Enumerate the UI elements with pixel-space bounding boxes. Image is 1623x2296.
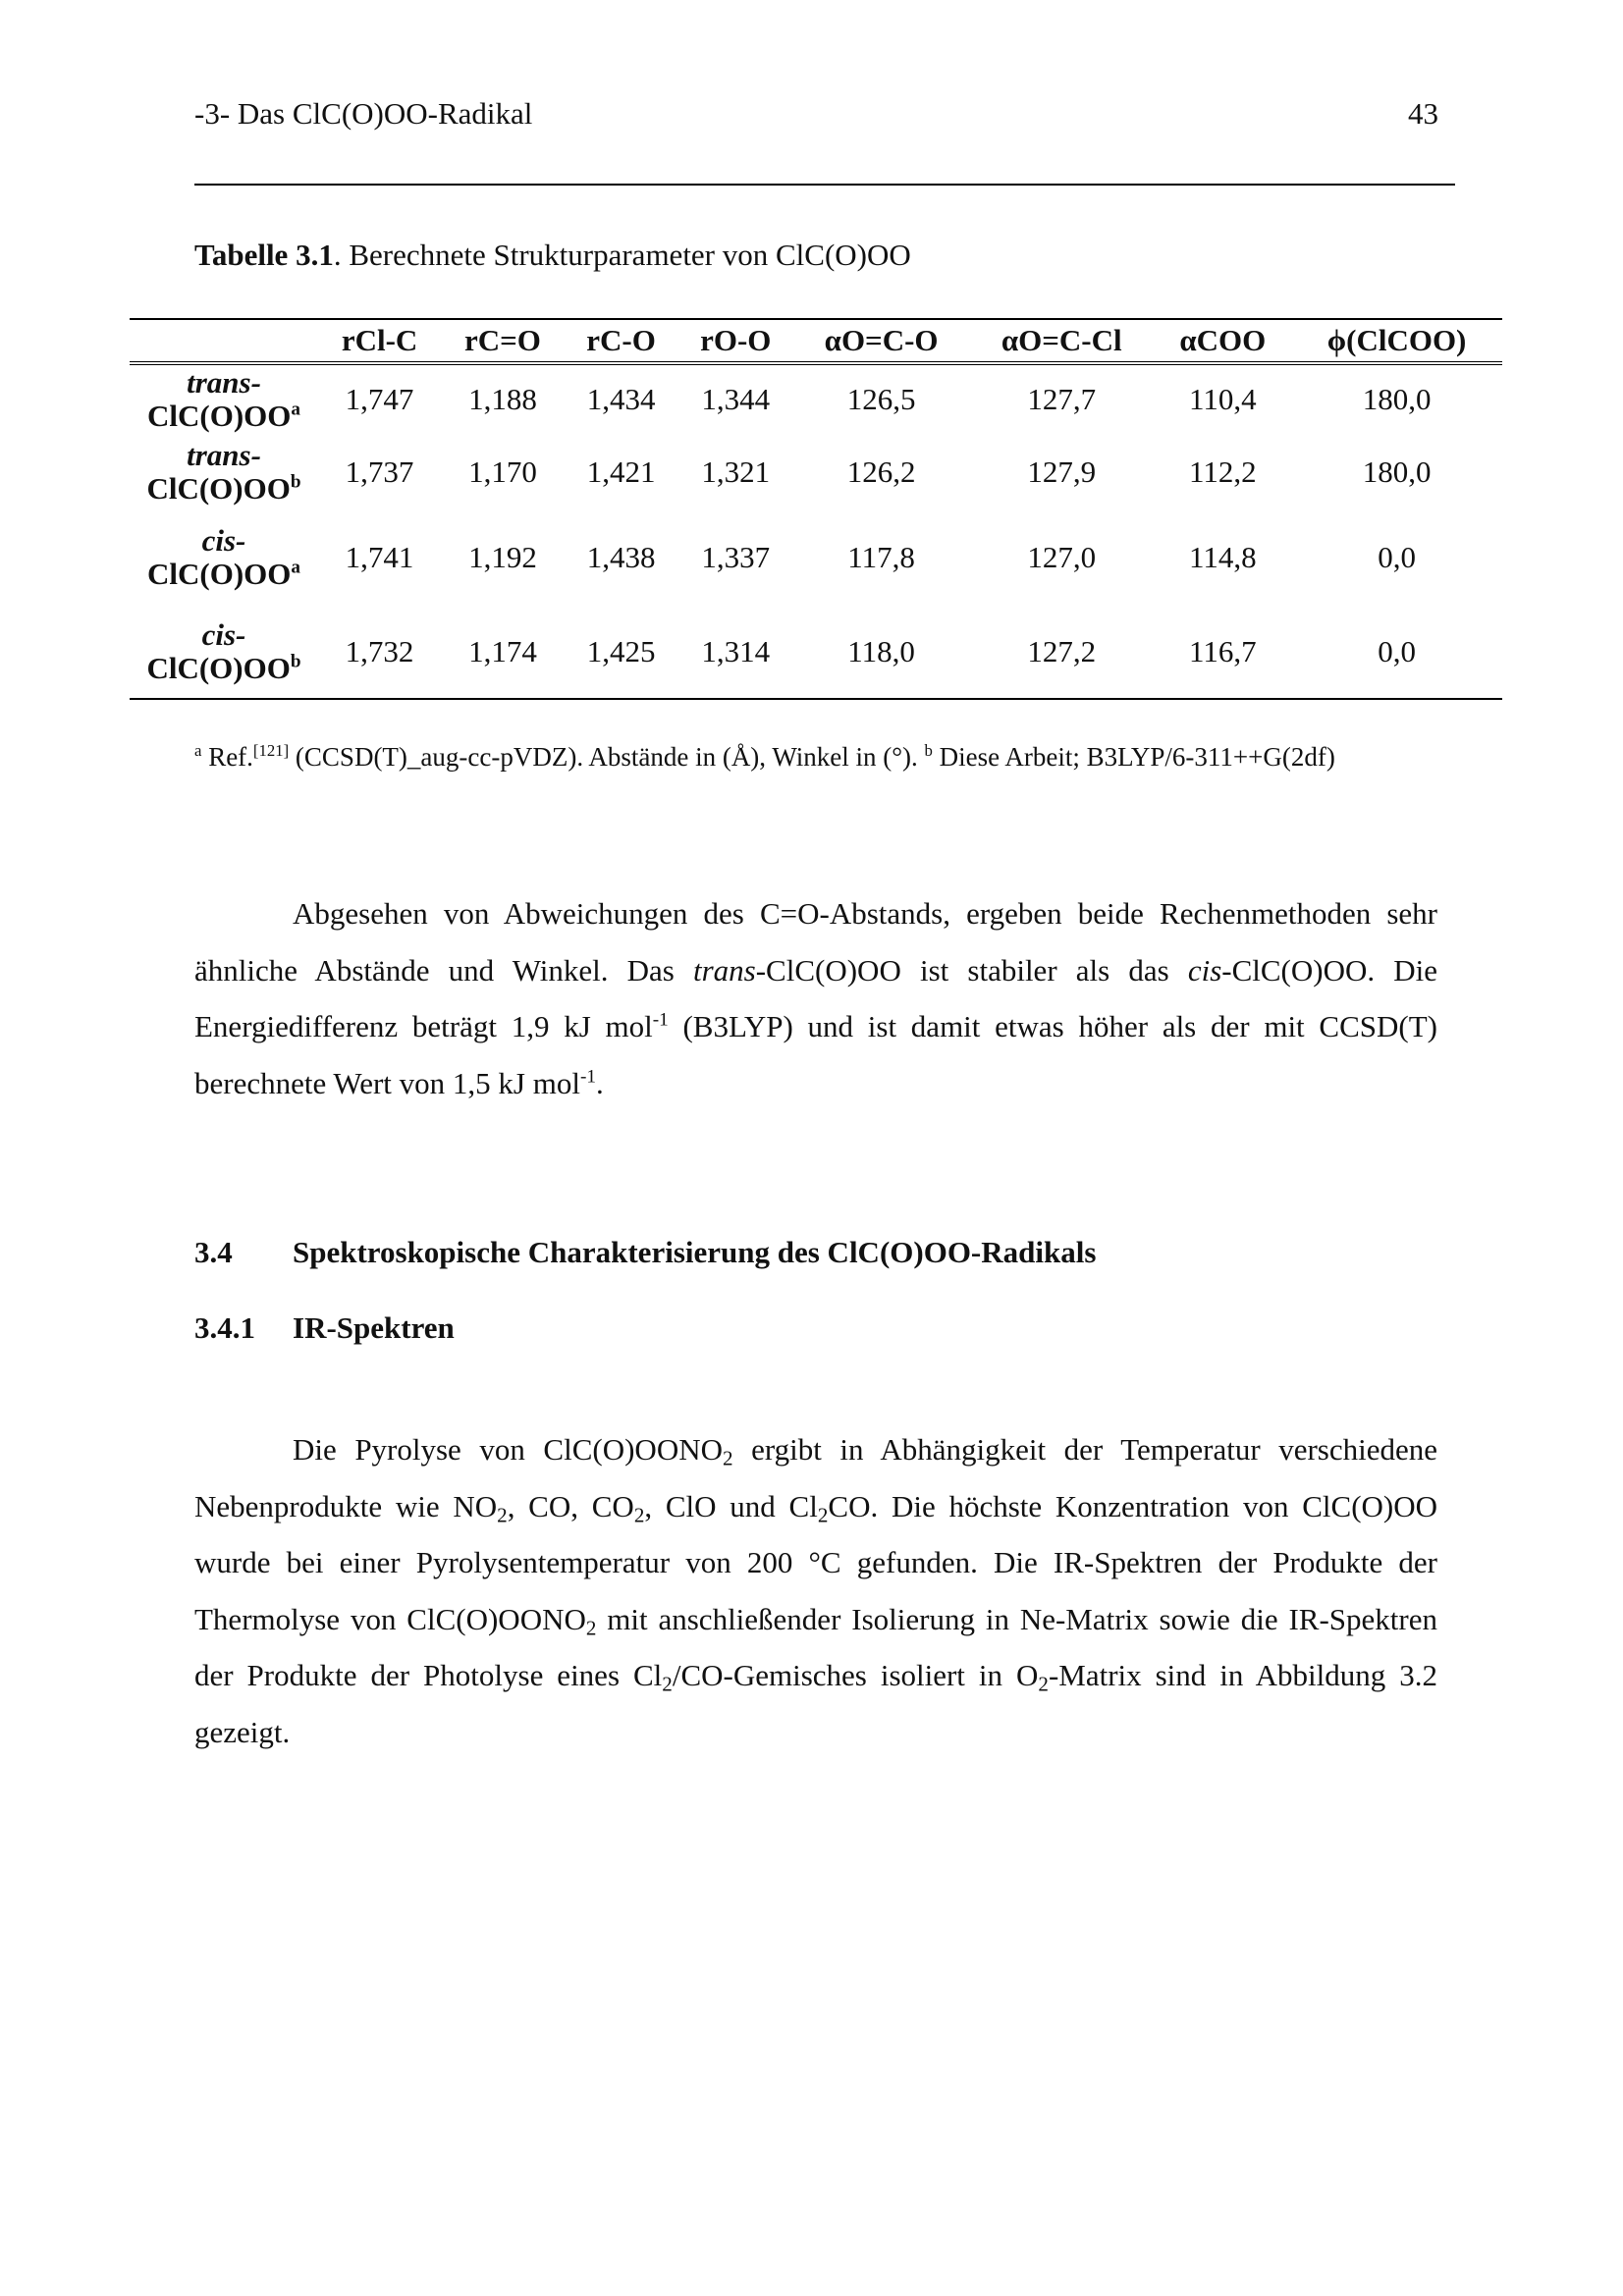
- isomer-prefix: cis-: [201, 523, 246, 558]
- text-run: 2: [722, 1446, 733, 1470]
- text-run: [121]: [252, 740, 290, 760]
- isomer-prefix: trans-: [187, 365, 261, 400]
- molecule-name: ClC(O)OO: [146, 471, 291, 506]
- table-cell: 1,314: [701, 633, 771, 668]
- column-header: αO=C-Cl: [1001, 323, 1122, 357]
- text-run: CO. Die höchste Konzentration von ClC(O)OO wurde bei einer Pyrolysentemperatur von 200 °C gefunden. Die IR-Spektren der Produkte der Thermolyse von ClC(O)OONO: [194, 1488, 1438, 1636]
- footnote-mark: a: [291, 399, 300, 420]
- isomer-prefix: trans-: [187, 438, 261, 472]
- table-cell: 1,425: [586, 633, 656, 668]
- table-cell: 1,170: [468, 454, 537, 489]
- table-row: [130, 363, 1502, 434]
- text-run: (B3LYP) und ist damit etwas höher als der mit CCSD(T) berechnete Wert von 1,5 kJ mol: [194, 1009, 1437, 1100]
- section-title: Spektroskopische Charakterisierung des ClC(O)OO-Radikals: [293, 1235, 1097, 1269]
- table-cell: 1,421: [586, 454, 656, 489]
- table-cell: 118,0: [847, 633, 915, 668]
- table-cell: 1,732: [345, 633, 414, 668]
- table-cell: 127,2: [1027, 633, 1097, 668]
- text-run: -1: [579, 1066, 596, 1088]
- section-number: 3.4: [194, 1235, 233, 1269]
- text-run: Diese Arbeit; B3LYP/6-311++G(2df): [932, 742, 1335, 772]
- text-run: mit anschließender Isolierung in Ne-Matrix sowie die IR-Spektren der Produkte der Photolyse eines Cl: [194, 1601, 1437, 1693]
- page-number: 43: [1408, 96, 1438, 131]
- text-run: 2: [497, 1502, 508, 1526]
- table-cell: 0,0: [1378, 540, 1416, 574]
- table-header-row: [130, 319, 1502, 363]
- table-cell: 1,438: [586, 540, 656, 574]
- structure-parameter-table: [130, 318, 1502, 700]
- text-run: -ClC(O)OO. Die Energiedifferenz beträgt 1,9 kJ mol: [194, 952, 1438, 1044]
- column-header: rO-O: [700, 323, 772, 357]
- text-run: a: [194, 740, 202, 760]
- isomer-prefix: cis-: [201, 616, 246, 652]
- table-cell: 126,5: [846, 382, 916, 416]
- table-row: [130, 510, 1502, 605]
- table-cell: 1,174: [468, 633, 537, 668]
- paragraph-ir-spectra: [194, 1421, 1437, 1761]
- text-run: 2: [662, 1672, 673, 1696]
- text-run: -Matrix sind in Abbildung 3.2 gezeigt.: [194, 1658, 1437, 1749]
- table-cell: 110,4: [1189, 382, 1257, 416]
- caption-label: Tabelle 3.1: [194, 238, 334, 272]
- text-run: .: [595, 1065, 604, 1100]
- molecule-name: ClC(O)OO: [147, 399, 292, 433]
- text-run: -ClC(O)OO ist stabiler als das: [755, 952, 1188, 988]
- text-run: trans: [692, 952, 756, 988]
- table-cell: 116,7: [1189, 633, 1257, 668]
- column-header: rCl-C: [341, 323, 418, 357]
- footnote-mark: b: [290, 650, 301, 671]
- row-label: [130, 363, 318, 434]
- text-run: 2: [585, 1616, 597, 1640]
- column-header: rC=O: [464, 323, 541, 357]
- text-run: 2: [633, 1502, 645, 1526]
- text-run: (CCSD(T)_aug-cc-pVDZ). Abstände in (Å), Winkel in (°).: [289, 742, 925, 772]
- text-run: Die Pyrolyse von ClC(O)OONO: [293, 1432, 723, 1467]
- molecule-name: ClC(O)OO: [146, 650, 291, 685]
- table-cell: 0,0: [1378, 633, 1416, 668]
- section-heading: [194, 1235, 1096, 1270]
- text-run: -1: [652, 1009, 669, 1031]
- caption-text: . Berechnete Strukturparameter von ClC(O)OO: [333, 238, 911, 272]
- table-cell: 1,337: [701, 540, 771, 574]
- text-run: Abgesehen von Abweichungen des C=O-Abstands, ergeben beide Rechenmethoden sehr ähnliche Abstände und Winkel. Das: [194, 896, 1437, 988]
- column-header: rC-O: [586, 323, 656, 357]
- table-cell: 1,321: [701, 454, 771, 489]
- subsection-number: 3.4.1: [194, 1310, 255, 1345]
- text-run: ergibt in Abhängigkeit der Temperatur verschiedene Nebenprodukte wie NO: [194, 1432, 1437, 1523]
- table-cell: 1,344: [701, 382, 771, 416]
- table-cell: 127,0: [1027, 540, 1097, 574]
- table-cell: 180,0: [1362, 454, 1432, 489]
- table-cell: 127,7: [1027, 382, 1097, 416]
- table-cell: 1,434: [586, 382, 656, 416]
- footnote-mark: a: [291, 557, 300, 578]
- column-header: ϕ(ClCOO): [1326, 323, 1467, 357]
- column-header: αCOO: [1179, 323, 1267, 357]
- paragraph-energy: [194, 885, 1437, 1111]
- text-run: b: [924, 740, 933, 760]
- header-rule: [194, 184, 1455, 186]
- table-cell: 1,747: [345, 382, 414, 416]
- row-label: [130, 605, 318, 699]
- text-run: , CO, CO: [507, 1488, 634, 1523]
- table-cell: 127,9: [1027, 454, 1097, 489]
- row-label: [130, 510, 318, 605]
- footnote-mark: b: [290, 471, 301, 493]
- table-caption: [194, 238, 911, 273]
- subsection-heading: [194, 1310, 455, 1346]
- running-header-chapter: -3- Das ClC(O)OO-Radikal: [194, 96, 533, 131]
- text-run: , ClO und Cl: [644, 1488, 818, 1523]
- text-run: cis: [1187, 952, 1222, 988]
- text-run: 2: [817, 1502, 829, 1526]
- subsection-title: IR-Spektren: [293, 1310, 455, 1345]
- table-cell: 1,737: [345, 454, 414, 489]
- table-cell: 117,8: [847, 540, 915, 574]
- molecule-name: ClC(O)OO: [147, 557, 292, 591]
- column-header: [130, 319, 318, 363]
- text-run: /CO-Gemisches isoliert in O: [672, 1658, 1039, 1693]
- table-cell: 126,2: [846, 454, 916, 489]
- table-row: [130, 605, 1502, 699]
- table-cell: 1,188: [468, 382, 537, 416]
- table-cell: 1,192: [468, 540, 537, 574]
- table-row: [130, 434, 1502, 510]
- row-label: [130, 434, 318, 510]
- table-cell: 112,2: [1189, 454, 1257, 489]
- table-cell: 114,8: [1189, 540, 1257, 574]
- table-cell: 180,0: [1362, 382, 1432, 416]
- table-cell: 1,741: [345, 540, 414, 574]
- table-footnote: [194, 738, 1455, 775]
- text-run: 2: [1038, 1672, 1049, 1696]
- column-header: αO=C-O: [824, 323, 939, 357]
- text-run: Ref.: [201, 742, 253, 772]
